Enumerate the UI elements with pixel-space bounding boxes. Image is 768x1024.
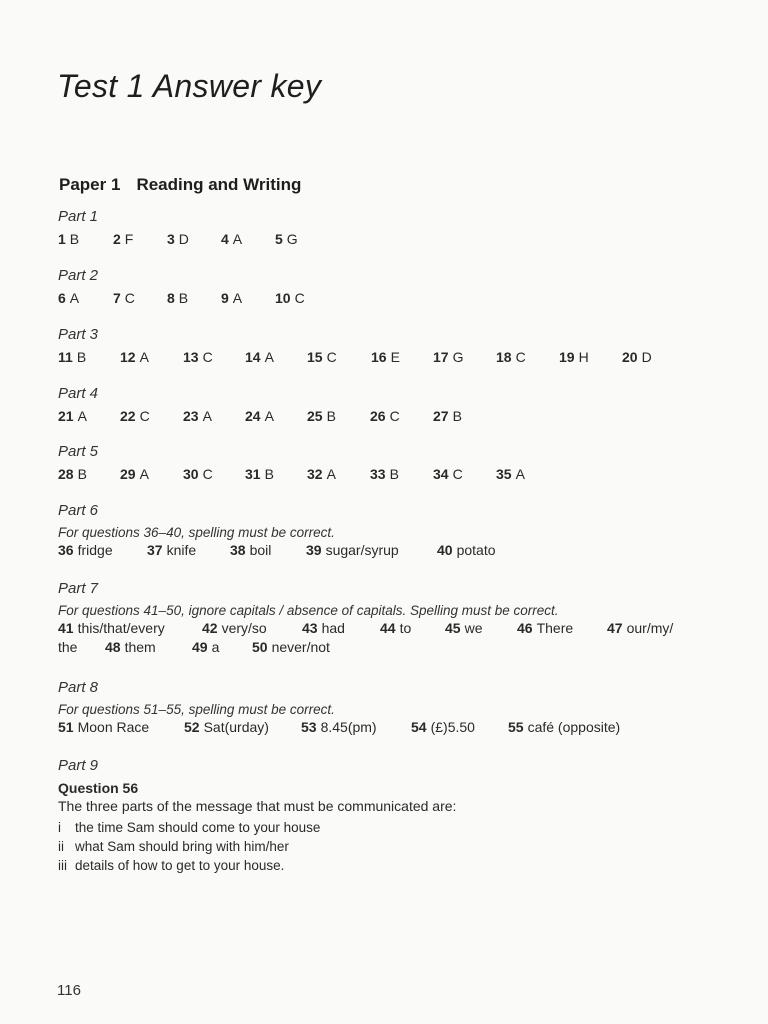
part-3 [57, 326, 737, 367]
answer-item: 41 this/that/every [58, 620, 165, 636]
answer-item: 22 C [120, 408, 150, 424]
page-number: 116 [57, 982, 81, 999]
answer-item: 49 a [192, 639, 220, 655]
answer-row [57, 542, 737, 561]
instruction-note: For questions 36–40, spelling must be correct. [58, 525, 335, 540]
answer-item: 7 C [113, 290, 135, 306]
part-label: Part 1 [58, 208, 99, 225]
answer-item: 25 B [307, 408, 336, 424]
part-label: Part 5 [58, 443, 99, 460]
answer-item: 17 G [433, 349, 464, 365]
answer-item: 45 we [445, 620, 483, 636]
list-item: iii details of how to get to your house. [58, 858, 285, 873]
answer-item: 55 café (opposite) [508, 719, 621, 735]
paper-name: Reading and Writing [136, 175, 302, 194]
part-8 [57, 679, 737, 738]
answer-item: 30 C [183, 466, 213, 482]
answer-item: 20 D [622, 349, 652, 365]
answer-item: 5 G [275, 231, 298, 247]
answer-item: 26 C [370, 408, 400, 424]
answer-item: 32 A [307, 466, 336, 482]
answer-item: 28 B [58, 466, 87, 482]
answer-item: 47 our/my/ [607, 620, 674, 636]
part-label: Part 4 [58, 385, 99, 402]
instruction-note: For questions 41–50, ignore capitals / absence of capitals. Spelling must be correct. [58, 603, 559, 618]
answer-item: 13 C [183, 349, 213, 365]
part-label: Part 8 [58, 679, 99, 696]
answer-item: 6 A [58, 290, 80, 306]
answer-item: 16 E [371, 349, 400, 365]
question-title: Question 56 [58, 780, 139, 796]
answer-item: 52 Sat(urday) [184, 719, 269, 735]
answer-row [57, 290, 737, 308]
answer-item: 29 A [120, 466, 149, 482]
answer-item: 37 knife [147, 542, 197, 558]
answer-item: 34 C [433, 466, 463, 482]
part-label: Part 2 [58, 267, 99, 284]
answer-item: 24 A [245, 408, 274, 424]
answer-item: 19 H [559, 349, 589, 365]
answer-item: 35 A [496, 466, 525, 482]
answer-item: 38 boil [230, 542, 272, 558]
answer-item: 21 A [58, 408, 87, 424]
paper-heading [59, 175, 301, 195]
answer-item: 46 There [517, 620, 574, 636]
part-5 [57, 443, 737, 484]
requirements-list [58, 820, 737, 877]
part-1 [57, 208, 737, 249]
answer-item: 33 B [370, 466, 399, 482]
answer-item: 15 C [307, 349, 337, 365]
instruction-note: For questions 51–55, spelling must be correct. [58, 702, 335, 717]
part-7 [57, 580, 737, 658]
paper-number: Paper 1 [59, 175, 121, 194]
answer-item: 44 to [380, 620, 412, 636]
answer-item: 27 B [433, 408, 462, 424]
answer-item: 43 had [302, 620, 345, 636]
answer-row [57, 639, 737, 658]
answer-item: 3 D [167, 231, 189, 247]
answer-row [57, 466, 737, 484]
answer-item: 36 fridge [58, 542, 113, 558]
answer-item: 50 never/not [252, 639, 330, 655]
answer-item: 51 Moon Race [58, 719, 150, 735]
answer-item: 14 A [245, 349, 274, 365]
answer-row [57, 349, 737, 367]
part-label: Part 3 [58, 326, 99, 343]
answer-item: 40 potato [437, 542, 496, 558]
answer-item: 39 sugar/syrup [306, 542, 399, 558]
answer-item: 11 B [58, 349, 87, 365]
part-label: Part 6 [58, 502, 99, 519]
part-label: Part 7 [58, 580, 99, 597]
answer-item: 23 A [183, 408, 212, 424]
part-2 [57, 267, 737, 308]
answer-item: 53 8.45(pm) [301, 719, 377, 735]
answer-item: 12 A [120, 349, 149, 365]
list-item: ii what Sam should bring with him/her [58, 839, 289, 854]
list-item: i the time Sam should come to your house [58, 820, 321, 835]
question-intro: The three parts of the message that must be communicated are: [58, 798, 457, 814]
answer-item: 42 very/so [202, 620, 267, 636]
answer-row [57, 408, 737, 426]
answer-item: 1 B [58, 231, 80, 247]
answer-item: 31 B [245, 466, 274, 482]
answer-item: 18 C [496, 349, 526, 365]
part-4 [57, 385, 737, 426]
page-title: Test 1 Answer key [57, 68, 322, 104]
answer-key-page [57, 0, 747, 1024]
answer-item: 48 them [105, 639, 156, 655]
answer-row [57, 620, 737, 639]
part-label: Part 9 [58, 757, 99, 774]
answer-item: 8 B [167, 290, 189, 306]
answer-row [57, 719, 737, 738]
part-6 [57, 502, 737, 561]
answer-item: 9 A [221, 290, 243, 306]
part-9 [57, 757, 737, 877]
answer-item: 4 A [221, 231, 243, 247]
answer-item: 10 C [275, 290, 305, 306]
answer-item: 54 (£)5.50 [411, 719, 475, 735]
answer-continuation: the [58, 639, 78, 655]
answer-row [57, 231, 737, 249]
answer-item: 2 F [113, 231, 134, 247]
